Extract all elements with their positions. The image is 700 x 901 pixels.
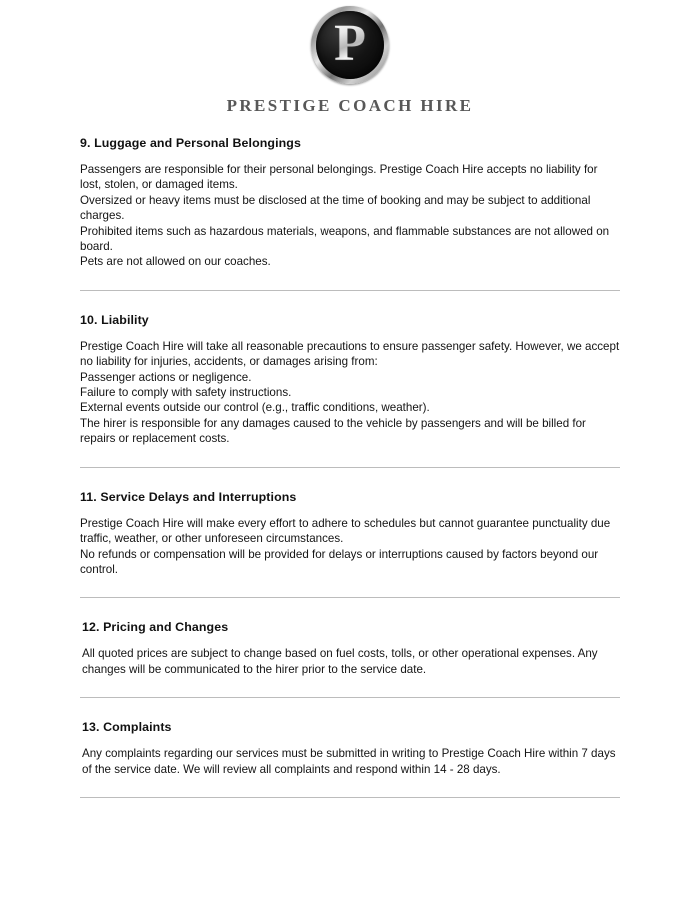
paragraph: Prestige Coach Hire will take all reasonable precautions to ensure passenger safety. However, we accept no liability for injuries, accidents, or damages arising from: xyxy=(80,339,620,369)
prestige-p-badge-icon xyxy=(311,6,389,84)
spacer xyxy=(80,698,620,720)
spacer xyxy=(80,677,620,697)
section-pricing-and-changes xyxy=(80,620,620,677)
logo-disc xyxy=(316,11,384,79)
section-body xyxy=(82,646,620,677)
paragraph: External events outside our control (e.g., traffic conditions, weather). xyxy=(80,401,430,415)
paragraph: The hirer is responsible for any damages caused to the vehicle by passengers and will be billed for repairs or replacement costs. xyxy=(80,416,586,446)
spacer xyxy=(80,577,620,597)
paragraph: Passenger actions or negligence. xyxy=(80,370,252,384)
document-body xyxy=(80,136,620,798)
spacer xyxy=(80,777,620,797)
spacer xyxy=(80,447,620,467)
section-liability xyxy=(80,313,620,447)
paragraph: Any complaints regarding our services must be submitted in writing to Prestige Coach Hire within 7 days of the service date. We will review all complaints and respond within 14 - 28 days. xyxy=(82,747,616,776)
section-body xyxy=(80,339,620,447)
section-heading: 13. Complaints xyxy=(82,720,172,735)
section-luggage-and-personal-belongings xyxy=(80,136,620,270)
spacer xyxy=(80,598,620,620)
paragraph: No refunds or compensation will be provided for delays or interruptions caused by factors beyond our control. xyxy=(80,547,599,576)
paragraph: Prestige Coach Hire will make every effort to adhere to schedules but cannot guarantee punctuality due traffic, weather, or other unforeseen circumstances. xyxy=(80,516,611,546)
section-body xyxy=(80,516,620,578)
section-heading: 12. Pricing and Changes xyxy=(82,620,229,635)
section-body xyxy=(82,746,620,777)
paragraph: Prohibited items such as hazardous materials, weapons, and flammable substances are not allowed on board. xyxy=(80,224,610,254)
paragraph: Pets are not allowed on our coaches. xyxy=(80,255,271,269)
paragraph: Oversized or heavy items must be disclosed at the time of booking and may be subject to additional charges. xyxy=(80,193,591,223)
section-heading: 11. Service Delays and Interruptions xyxy=(80,489,297,504)
logo-letter: P xyxy=(334,14,366,72)
spacer xyxy=(80,291,620,313)
document-header xyxy=(0,0,700,116)
company-name: PRESTIGE COACH HIRE xyxy=(226,96,474,115)
section-heading: 9. Luggage and Personal Belongings xyxy=(80,136,301,150)
paragraph: Failure to comply with safety instructions. xyxy=(80,386,292,400)
spacer xyxy=(80,270,620,290)
section-heading: 10. Liability xyxy=(80,312,149,327)
section-body xyxy=(80,162,620,270)
paragraph: All quoted prices are subject to change based on fuel costs, tolls, or other operational expenses. Any changes will be communicated to the hirer prior to the service date. xyxy=(82,647,598,676)
section-complaints xyxy=(80,720,620,777)
section-service-delays-and-interruptions xyxy=(80,490,620,578)
spacer xyxy=(80,468,620,490)
paragraph: Passengers are responsible for their personal belongings. Prestige Coach Hire accepts no liability for lost, stolen, or damaged items. xyxy=(80,163,598,192)
section-divider xyxy=(80,797,620,798)
